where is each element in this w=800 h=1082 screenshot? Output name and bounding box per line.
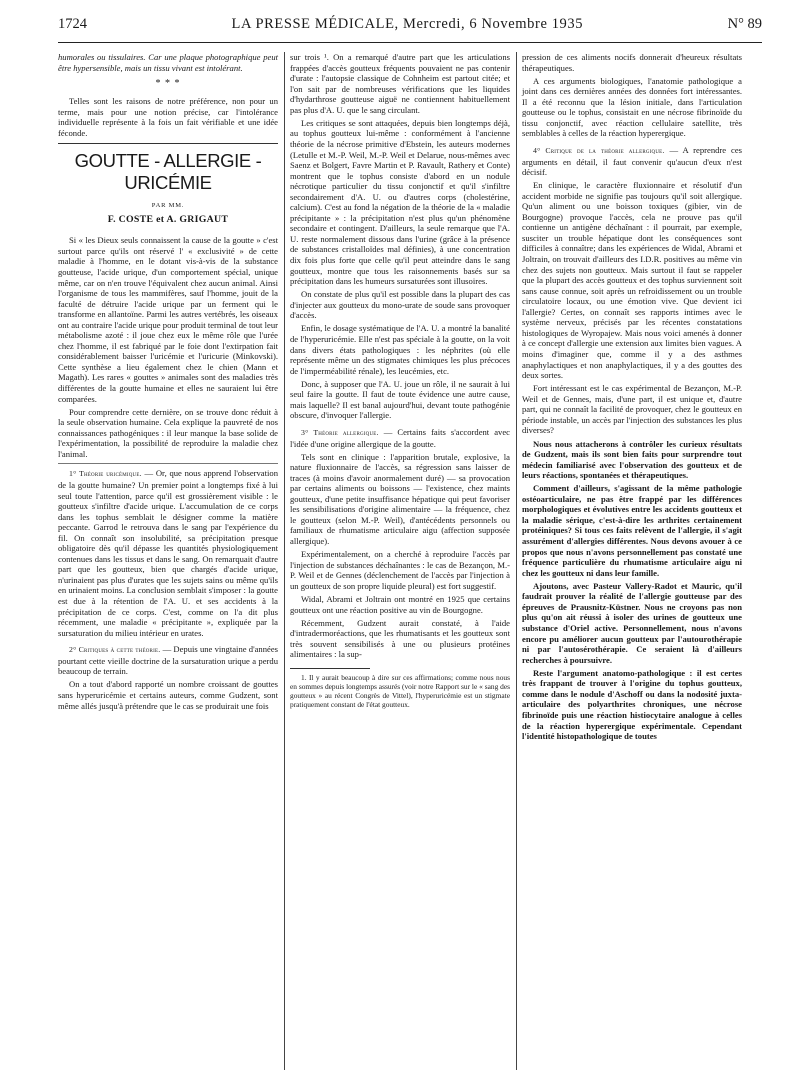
footnote-rule xyxy=(290,668,370,669)
body-paragraph: Les critiques se sont attaquées, depuis bien longtemps déjà, au tophus goutteux lui-même : conformément à l'ancienne théorie de la nécrose primitive d'Ebstein, les auteurs modernes (Letulle et M.-P. Weil, M.-P. Weil et Delarue, nous-mêmes avec Saenz et Bolgert, Favre Martin et P. Ravault, Rathery et Conte) montrent que le tophus consiste d'abord en un nodule nécrotique particulier du tissu conjonctif et qu'il s'infiltre secondairement d'A. U. ou d'autres corps (cholestérine, calcium). C'est au fond la négation de la théorie de la « maladie précipitante » : la précipitation n'est plus qu'un phénomène secondaire et contingent. D'ailleurs, la seule remarque que l'A. U. reste normalement dissous dans l'urine (grâce à la présence de substances cristalloïdes mal définies), à une concentration dix fois plus forte que celle qu'il peut atteindre dans le sang goutteux, montre que tous les raisonnements basés sur sa précipitation dans les humeurs sursaturées sont illusoires. xyxy=(290,117,510,287)
footnote: 1. Il y aurait beaucoup à dire sur ces affirmations; comme nous nous en sommes depuis longtemps assurés (voir notre Rapport sur le « sang des goutteux » au récent Congrès de Vittel), l'hyperuricémie est un stigmate pratiquement constant de l'état goutteux. xyxy=(290,672,510,709)
body-paragraph: Pour comprendre cette dernière, on se trouve donc réduit à la seule observation humaine. Cela explique la pauvreté de nos connaissances pathogéniques : il leur manque la base solide de l'expérimentation, la possibilité de reproduire la maladie chez l'animal. xyxy=(58,406,278,459)
journal-title xyxy=(231,16,583,33)
section-4 xyxy=(522,145,742,178)
section-2-text: — Depuis une vingtaine d'années pourtant cette vieille doctrine de la sursaturation urique a perdu beaucoup de terrain. xyxy=(58,644,278,677)
body-paragraph: En clinique, le caractère fluxionnaire et résolutif d'un accident morbide ne signifie pas toujours qu'il soit allergique. Qu'un aliment ou une boisson toxiques (gibier, vin de Bourgogne) provoque l'accès, cela ne prouve pas qu'il contienne un antigène déchaînant : il pourrait, par exemple, susciter un trouble hépatique dont les conséquences sont difficiles à connaître; dans les expériences de Widal, Abrami et Joltrain, on trouvait d'ailleurs des I.D.R. positives au même vin chez des sujets non goutteux. Mais surtout il faut se rappeler que la plupart des accès goutteux et des tophus surviennent soit sans cause connue, soit après un refroidissement ou un trouble circulatoire locaux, ou une émotion vive. Que devient ici l'allergie? Certes, on connaît ses rapports intimes avec le système nerveux, précisés par les récentes constatations histologiques de Wyropajew. Mais nous voici amenés à donner à ce concept d'allergie une extension aux limites bien vagues. A moins d'imaginer que, comme il y a des asthmes anaphylactiques et non anaphylactiques, il y a des gouttes des deux sortes. xyxy=(522,180,742,381)
issue-number: N° 89 xyxy=(727,16,762,32)
section-4-text: — A reprendre ces arguments en détail, il faut convenir qu'aucun d'eux n'est décisif. xyxy=(522,144,742,178)
body-paragraph: Expérimentalement, on a cherché à reproduire l'accès par l'injection de substances déchaînantes : le cas de Bezançon, M.-P. Weil et de Gennes (déclenchement de l'accès par l'injection à un goutteux de son propre liquide pleural) est fort suggestif. xyxy=(290,549,510,591)
section-4-heading: 4° Critique de la théorie allergique. xyxy=(533,145,665,155)
section-2-heading: 2° Critiques à cette théorie. xyxy=(69,645,161,655)
body-paragraph: Donc, à supposer que l'A. U. joue un rôle, il ne saurait à lui seul faire la goutte. Il faut de toute évidence une autre cause, mais laquelle? Il est banal aujourd'hui, devant toute pathogénie obscure, d'invoquer l'allergie. xyxy=(290,378,510,421)
body-paragraph: Récemment, Gudzent aurait constaté, à l'aide d'intradermoréactions, que les rhumatisants et les goutteux sont très souvent sensibilisés à une ou plusieurs protéines alimentaires : la sup- xyxy=(290,617,510,660)
body-paragraph-bold: Ajoutons, avec Pasteur Vallery-Radot et Mauric, qu'il faudrait prouver la réalité de l'allergie goutteuse par des épreuves de Prausnitz-Küstner. Nous ne croyons pas non plus qu'on ait réussi à isoler des urines de goutteux une substance d'Oriel active. Personnellement, nous n'avons encore pu améliorer aucun goutteux par l'autourothérapie ni par l'autosérothérapie. Ce seraient là d'ailleurs recherches à poursuivre. xyxy=(522,580,742,665)
section-1-text: — Or, que nous apprend l'observation de la goutte humaine? Un premier point a longtemps fixé à lui seul toute l'attention, parce qu'il est grossièrement visible : le goutteux s'infiltre d'acide urique. L'accumulation de ce corps dans les tophus semblait le désigner comme la matière peccante. Garrod le retrouva dans le sang par l'expérience du fil. On connaît son insolubilité, sa précipitation presque obligatoire dès qu'il dépasse les quantités physiologiquement contenues dans les tissus et dans le sang. On remarquait d'autre part que les goutteux, bien que chargés d'acide urique, n'urinaient pas plus d'urates que les sujets sains ou même qu'ils en urinaient moins. La conclusion semblait s'imposer : la goutte est due à la rétention de l'A. U. et ses accidents à la précipitation de ce corps. C'est, comme on l'a dit plus récemment, une maladie « précipitante », expliquée par la sursaturation du milieu intérieur en urates. xyxy=(58,468,278,638)
section-2 xyxy=(58,644,278,677)
column-divider-left xyxy=(284,52,285,1070)
body-paragraph-bold: Comment d'ailleurs, s'agissant de la même pathologie ostéoarticulaire, ne pas être frappé par les différences morphologiques et évolutives entre les accidents goutteux et la maladie sérique, c'est-à-dire les arthrites certainement protéiniques? Si tous ces faits relèvent de l'allergie, il s'agit assurément d'allergies différentes. Nous devons avouer à ce propos que nous n'avons personnellement pas constaté une fréquence particulière du rhumatisme articulaire aigu ni chez les goutteux ni dans leur famille. xyxy=(522,483,742,578)
body-paragraph-bold: Reste l'argument anatomo-pathologique : il est certes très frappant de trouver à l'origine du tophus goutteux, comme dans le nodule d'Aschoff ou dans la nodosité juxta-articulaire des polyarthrites chroniques, une nécrose fibrinoïde puis une réaction histiocytaire analogue à celles de la réaction hyperergique expérimentale. Cependant l'identité histopathologique de toutes xyxy=(522,667,742,742)
body-paragraph: On a tout d'abord rapporté un nombre croissant de gouttes sans hyperuricémie et certains auteurs, comme Gudzent, sont même allés jusqu'à prétendre que le cas se produirait une fois xyxy=(58,679,278,711)
body-paragraph: Widal, Abrami et Joltrain ont montré en 1925 que certains goutteux ont une réaction positive au vin de Bourgogne. xyxy=(290,593,510,615)
body-paragraph: Tels sont en clinique : l'apparition brutale, explosive, la nature fluxionnaire de l'accès, sa régression sans laisser de traces (à moins d'avoir anormalement duré) — sa provocation par certains aliments ou boissons — l'existence, chez maints goutteux, d'une petite insuffisance hépatique qui peut favoriser les sensibilisations d'origine alimentaire — la fréquence, chez le goutteux (selon M.-P. Weil), d'antécédents personnels ou familiaux de rhumatisme articulaire aigu (affection supposée allergique). xyxy=(290,451,510,547)
body-paragraph: pression de ces aliments nocifs donnerait d'heureux résultats thérapeutiques. xyxy=(522,52,742,73)
page-number: 1724 xyxy=(58,16,87,32)
issue-date: Mercredi, 6 Novembre 1935 xyxy=(403,16,584,32)
section-3 xyxy=(290,427,510,449)
section-3-text: — Certains faits s'accordent avec l'idée d'une origine allergique de la goutte. xyxy=(290,426,510,449)
article-authors: F. COSTE et A. GRIGAUT xyxy=(107,213,229,225)
column-3 xyxy=(522,52,742,744)
body-paragraph: Enfin, le dosage systématique de l'A. U. a montré la banalité de l'hyperuricémie. Elle n'est pas spéciale à la goutte, on la voit dans divers états pathologiques : les néphrites (où elle représente même un des stigmates chimiques les plus précoces de l'imperméabilité rénale), les leucémies, etc. xyxy=(290,323,510,376)
section-1-heading: 1° Théorie uricémique. xyxy=(69,469,142,479)
body-paragraph: Fort intéressant est le cas expérimental de Bezançon, M.-P. Weil et de Gennes, mais, d'une part, il est unique et, d'autre part, qui ne connaît la facilité de provoquer, chez le goutteux en période instable, un accès par l'injection des substances les plus diverses? xyxy=(522,383,742,436)
column-divider-right xyxy=(516,52,517,1070)
section-stars: * * * xyxy=(155,78,181,90)
article-title: GOUTTE - ALLERGIE - URICÉMIE xyxy=(74,150,262,194)
section-rule xyxy=(58,463,278,464)
previous-article-tail: humorales ou tissulaires. Car une plaque photographique peut être hypersensible, mais un tissu vivant est intolérant. xyxy=(58,52,278,73)
journal-name: LA PRESSE MÉDICALE, xyxy=(231,16,399,32)
body-paragraph: Si « les Dieux seuls connaissent la cause de la goutte » c'est surtout parce qu'ils ont réservé l' « exclusivité » de cette maladie à l'homme, en le dotant vis-à-vis de la substance goutteuse, l'acide urique, d'un comportement spécial, unique même, car on n'en trouve l'équivalent chez aucun animal. Ainsi l'organisme de tous les mammifères, sauf l'homme, jouit de la faculté de détruire l'acide urique par un ferment qui le transforme en allantoïne. Parmi les autres vertébrés, les oiseaux ont au contraire l'acide urique pour produit terminal de tout leur métabolisme azoté : il joue chez eux le même rôle que l'urée chez l'homme, il est fabriqué par le foie dont l'extirpation fait considérablement baisser l'uricémie et l'uricurie (Minkovski). Cette synthèse a lieu également chez le chien (Mann et Magath). Les rares « gouttes » animales sont des maladies très différentes de la goutte humaine et elles ne sauraient lui être comparées. xyxy=(58,235,278,404)
body-paragraph: A ces arguments biologiques, l'anatomie pathologique a joint dans ces dernières années des données fort intéressantes. Il a été reconnu que la lésion initiale, dans l'articulation goutteuse ou le tophus, consistait en une nécrose fibrinoïde du tissu conjonctif, avec réaction cellulaire satellite, très semblables à celles de la réaction hyperergique. xyxy=(522,75,742,139)
body-paragraph: On constate de plus qu'il est possible dans la plupart des cas d'injecter aux goutteux du mono-urate de soude sans provoquer d'accès. xyxy=(290,289,510,321)
column-1 xyxy=(58,52,278,714)
by-label: PAR MM. xyxy=(151,202,185,210)
article-separator xyxy=(58,143,278,144)
previous-article-closing: Telles sont les raisons de notre préférence, non pour un terme, mais pour une notion précise, car l'intolérance individuelle représente à la fois un fait vérifiable et une idée féconde. xyxy=(58,96,278,138)
column-2 xyxy=(290,52,510,711)
body-paragraph: sur trois ¹. On a remarqué d'autre part que les articulations frappées d'accès goutteux fréquents pouvaient ne pas contenir d'urate : l'autopsie classique de Cohnheim est partout citée; et l'on sait par de nombreuses vérifications que les liquides d'hydarthrose goutteuse aiguë ne contiennent habituellement pas plus d'A. U. que le sang circulant. xyxy=(290,52,510,115)
body-paragraph-bold: Nous nous attacherons à contrôler les curieux résultats de Gudzent, mais ils sont bien faits pour surprendre tout médecin familiarisé avec l'observation des goutteux et de leurs réactions, spontanées et thérapeutiques. xyxy=(522,438,742,481)
section-3-heading: 3° Théorie allergique. xyxy=(301,427,379,437)
section-1 xyxy=(58,468,278,638)
running-head xyxy=(58,16,762,43)
